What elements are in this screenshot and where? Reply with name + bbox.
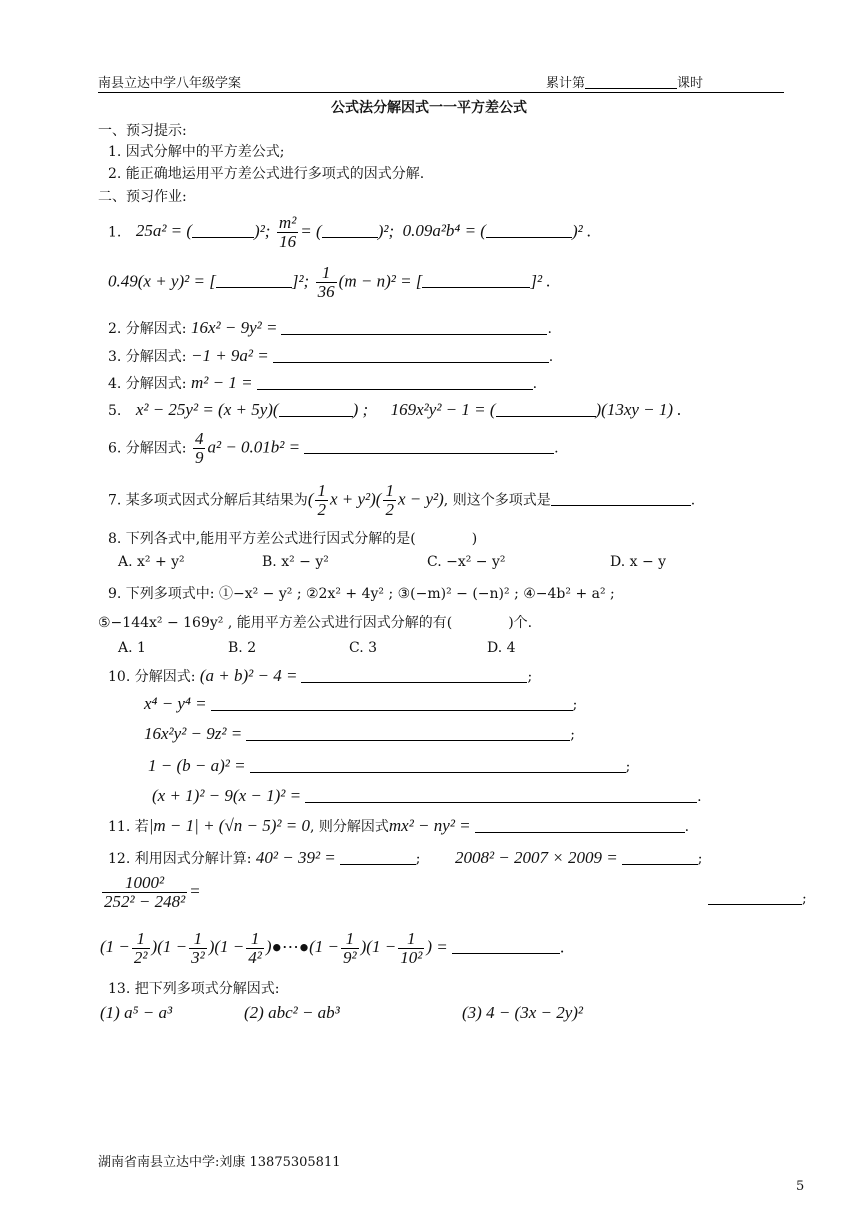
q7-expr-b: x − y²)	[397, 489, 444, 509]
page-title: 公式法分解因式一一平方差公式	[331, 100, 527, 116]
q9-line-2-tail: )个.	[508, 615, 533, 631]
q12-product-eq: =	[431, 937, 452, 957]
q8-option-d: D. x − y	[610, 554, 667, 570]
q6-fraction	[193, 430, 206, 467]
header-cumulative	[546, 72, 703, 91]
q12-expr-a: 40² − 39² =	[255, 848, 336, 867]
q7-fraction-b: $\frac{1}{2}$	[385, 481, 394, 519]
q7-period: .	[690, 492, 696, 509]
q10-sep-3: ;	[570, 727, 575, 743]
q5-close-a: ) ;	[352, 400, 369, 419]
question-9-line-2	[98, 612, 532, 632]
q10-expr-5: (x + 1)² − 9(x − 1)² =	[152, 786, 302, 805]
q10-blank-3	[246, 726, 570, 741]
q1-close-e: ]² .	[530, 271, 551, 291]
q1-expr-e: (m − n)² = [	[338, 271, 423, 291]
lesson-number-blank	[585, 74, 677, 89]
q10-sep-1: ;	[527, 669, 533, 685]
question-5	[108, 400, 682, 420]
q9-option-d: D. 4	[487, 640, 516, 656]
q12-fraction-eq: =	[189, 881, 201, 901]
q4-period: .	[532, 376, 538, 392]
q5-number: 5.	[108, 403, 122, 419]
q11-expr: |m − 1| + (√n − 5)² = 0	[148, 816, 310, 835]
q8-option-b: B. x² − y²	[262, 554, 329, 570]
q6-fraction-num: 4	[194, 429, 204, 448]
q10-period: .	[697, 789, 702, 805]
q10-label: 10. 分解因式:	[108, 669, 196, 685]
q5-blank-b	[496, 402, 596, 417]
q1-fraction-e-den: 36	[317, 281, 335, 301]
q12-fraction-den: 252² − 248²	[104, 891, 186, 911]
q10-blank-5	[305, 788, 697, 803]
q10-sep-2: ;	[572, 697, 578, 713]
q3-expr: −1 + 9a² =	[190, 346, 269, 365]
question-8	[108, 528, 477, 548]
q12-blank-d	[452, 939, 560, 954]
q11-answer-blank	[475, 818, 685, 833]
q12-factor-2: (1 − $\frac{1}{\text{3²}}$ )	[157, 929, 215, 967]
preview-tip-1: 1. 因式分解中的平方差公式;	[108, 144, 285, 160]
q12-factor-3: (1 − $\frac{1}{\text{4²}}$ )	[214, 929, 272, 967]
q6-expr: a² − 0.01b² =	[207, 437, 301, 457]
q12-blank-b	[622, 850, 698, 865]
q11-text: 11. 若	[108, 819, 149, 835]
question-1-line-2	[108, 264, 551, 301]
q5-expr-c: )(13xy − 1) .	[595, 400, 682, 419]
q8-option-a: A. x² + y²	[118, 554, 185, 570]
q6-label: 6. 分解因式:	[108, 440, 187, 457]
q1-expr-a: 25a² = (	[135, 221, 193, 241]
q9-line-2-text: ⑤−144x² − 169y² , 能用平方差公式进行因式分解的有(	[98, 615, 453, 631]
q5-expr-b: 169x²y² − 1 = (	[390, 400, 496, 419]
q2-expr: 16x² − 9y² =	[190, 318, 278, 337]
q1-blank-b	[322, 223, 378, 238]
q13-item-2: (2) abc² − ab³	[244, 1003, 340, 1022]
q1-blank-d	[216, 273, 292, 288]
q1-fraction-e	[316, 264, 337, 301]
q5-expr-a: x² − 25y² = (x + 5y)(	[135, 400, 279, 419]
question-10-line-1	[108, 666, 532, 686]
q10-blank-1	[301, 668, 527, 683]
q10-sep-4: ;	[625, 759, 631, 775]
q12-dots: ●⋯●	[271, 937, 310, 957]
q9-option-b: B. 2	[228, 640, 257, 656]
preview-tips-heading: 一、预习提示:	[98, 123, 187, 139]
q8-option-c: C. −x² − y²	[427, 554, 506, 570]
q12-factor-4: (1 − $\frac{1}{\text{9²}}$ )	[309, 929, 367, 967]
question-12-line-2	[100, 874, 201, 911]
q10-blank-4	[250, 758, 626, 773]
q10-expr-1: (a + b)² − 4 =	[199, 666, 298, 685]
q4-answer-blank	[257, 375, 533, 390]
q10-expr-3: 16x²y² − 9z² =	[144, 724, 243, 743]
q3-period: .	[548, 349, 554, 365]
q7-text: 7. 某多项式因式分解后其结果为	[108, 492, 308, 509]
question-12-line-1	[108, 848, 702, 868]
q9-option-c: C. 3	[349, 640, 378, 656]
q1-fraction-b-num: m²	[278, 213, 297, 232]
q12-fraction	[102, 874, 187, 911]
q1-blank-a	[192, 223, 254, 238]
q1-close-c: )² .	[571, 221, 592, 241]
question-7	[108, 482, 695, 519]
q12-label: 12. 利用因式分解计算:	[108, 851, 252, 867]
question-12-line-3	[100, 930, 564, 967]
q1-expr-d: 0.49(x + y)² = [	[108, 271, 216, 291]
q1-eq-b: = (	[300, 221, 322, 241]
q13-item-1: (1) a⁵ − a³	[100, 1003, 173, 1022]
q1-close-a: )²;	[254, 221, 271, 241]
question-6	[108, 430, 559, 467]
q7-answer-blank	[551, 491, 691, 506]
preview-tip-2: 2. 能正确地运用平方差公式进行多项式的因式分解.	[108, 166, 425, 182]
q4-label: 4. 分解因式:	[108, 376, 187, 392]
q2-label: 2. 分解因式:	[108, 321, 187, 337]
q1-expr-c: 0.09a²b⁴ = (	[402, 221, 486, 241]
question-10-line-2	[144, 694, 577, 714]
footer-author: 湖南省南县立达中学:刘康 13875305811	[98, 1155, 341, 1170]
q2-period: .	[547, 321, 552, 337]
q7-fraction-a: $\frac{1}{2}$	[317, 481, 326, 519]
q12-expr-b: 2008² − 2007 × 2009 =	[454, 848, 618, 867]
q12-fraction-answer	[708, 890, 807, 907]
q11-period: .	[684, 819, 690, 835]
q4-expr: m² − 1 =	[190, 373, 253, 392]
q12-factor-1: (1 − $\frac{1}{\text{2²}}$ )	[100, 929, 158, 967]
question-1-line-1	[108, 214, 591, 251]
homework-heading: 二、预习作业:	[98, 189, 187, 205]
q12-period: .	[559, 937, 565, 957]
question-4	[108, 373, 537, 393]
q10-expr-2: x⁴ − y⁴ =	[144, 694, 207, 713]
q8-text: 8. 下列各式中,能用平方差公式进行因式分解的是(	[108, 531, 416, 547]
q12-blank-c	[708, 890, 802, 905]
question-2	[108, 318, 552, 338]
q7-tail: , 则这个多项式是	[443, 492, 551, 509]
header-lesson-label: 课时	[677, 76, 704, 91]
q1-close-d: ]²;	[291, 271, 310, 291]
q10-expr-4: 1 − (b − a)² =	[148, 756, 246, 775]
question-11	[108, 816, 689, 836]
q1-blank-e	[422, 273, 530, 288]
q7-expr-a: x + y²)(	[329, 489, 382, 509]
q12-fraction-num: 1000²	[102, 874, 187, 893]
q12-sep-a: ;	[415, 851, 421, 867]
q12-sep-b: ;	[697, 851, 703, 867]
q10-blank-2	[211, 696, 573, 711]
q8-close: )	[471, 531, 478, 547]
page-number: 5	[796, 1179, 805, 1194]
question-13-label: 13. 把下列多项式分解因式:	[108, 981, 280, 997]
q1-fraction-b-den: 16	[279, 231, 297, 251]
q13-item-3: (3) 4 − (3x − 2y)²	[462, 1003, 584, 1022]
q7-open: (	[307, 489, 314, 509]
question-9-line-1: 9. 下列多项式中: ①−x² − y² ; ②2x² + 4y² ; ③(−m)² − (−n)² ; ④−4b² + a² ;	[108, 586, 615, 602]
q6-period: .	[554, 440, 559, 457]
q1-blank-c	[486, 223, 572, 238]
q3-label: 3. 分解因式:	[108, 349, 187, 365]
q1-close-b: )²;	[377, 221, 395, 241]
q5-blank-a	[279, 402, 353, 417]
q1-number: 1.	[108, 224, 122, 241]
q6-fraction-den: 9	[194, 447, 204, 467]
q12-factor-5: (1 − $\frac{1}{\text{10²}}$ )	[366, 929, 432, 967]
q2-answer-blank	[281, 320, 547, 335]
q11-tail: , 则分解因式	[309, 819, 389, 835]
header-cumulative-label: 累计第	[546, 76, 586, 91]
question-10-line-4	[148, 756, 630, 776]
header-rule	[98, 92, 784, 93]
q12-blank-a	[340, 850, 416, 865]
question-10-line-3	[144, 724, 575, 744]
q1-fraction-b	[277, 214, 298, 251]
q11-expr-2: mx² − ny² =	[388, 816, 471, 835]
header-school: 南县立达中学八年级学案	[98, 76, 242, 91]
q6-answer-blank	[304, 439, 554, 454]
question-3	[108, 346, 553, 366]
q12-sep-c: ;	[802, 891, 807, 907]
q3-answer-blank	[273, 348, 549, 363]
q9-option-a: A. 1	[118, 640, 146, 656]
question-10-line-5	[152, 786, 702, 806]
q1-fraction-e-num: 1	[316, 264, 337, 283]
